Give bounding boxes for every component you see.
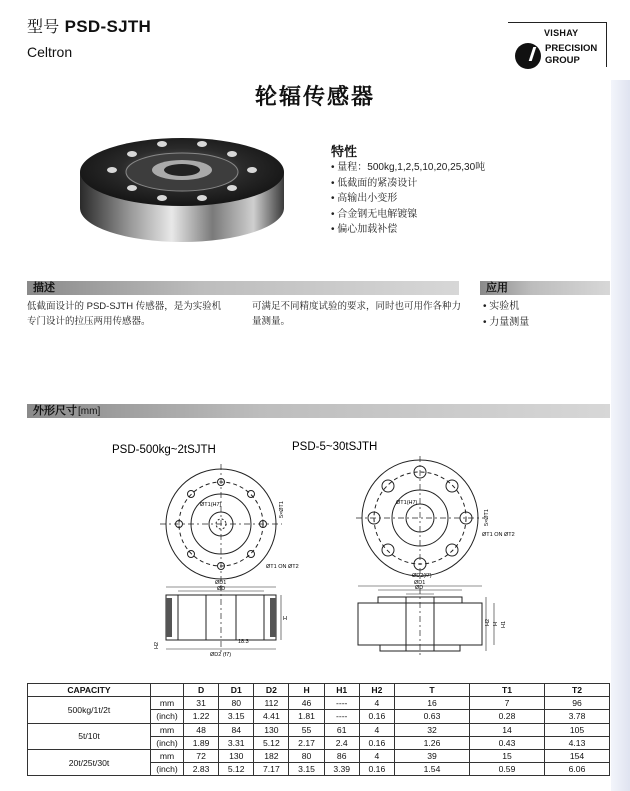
value-cell: 0.63 (395, 710, 470, 723)
value-cell: 0.16 (359, 763, 394, 776)
table-row (28, 697, 610, 710)
value-cell: 0.16 (359, 736, 394, 749)
value-cell: 7 (470, 697, 545, 710)
value-cell: 15 (470, 749, 545, 762)
feature-item: • 量程：500kg,1,2,5,10,20,25,30吨 (331, 160, 485, 176)
value-cell: 0.16 (359, 710, 394, 723)
col-h1: H1 (324, 684, 359, 697)
value-cell: 6.06 (545, 763, 610, 776)
label-h1-right: H1 (501, 620, 507, 628)
label-h-right: H (493, 622, 499, 626)
description-title: 描述 (33, 281, 55, 294)
dimensions-header-bar (27, 404, 610, 418)
unit-cell: (inch) (151, 763, 184, 776)
drawing-left-title: PSD-500kg~2tSJTH (112, 444, 216, 456)
logo-line1: VISHAY (544, 28, 579, 38)
value-cell: 4.41 (254, 710, 289, 723)
value-cell: 154 (545, 749, 610, 762)
page-edge-strip (611, 80, 630, 791)
value-cell: 7.17 (254, 763, 289, 776)
applications-list (483, 299, 529, 331)
value-cell: 130 (219, 749, 254, 762)
col-d: D (184, 684, 219, 697)
dimension-drawing (0, 430, 610, 680)
value-cell: 2.83 (184, 763, 219, 776)
value-cell: 4 (359, 723, 394, 736)
description-text-col1: 低截面设计的 PSD-SJTH 传感器，是为实验机专门设计的拉压两用传感器。 (27, 301, 222, 327)
label-d-right: ØD (415, 585, 424, 591)
value-cell: 0.28 (470, 710, 545, 723)
logo-line3: GROUP (545, 55, 580, 66)
features-list (331, 160, 485, 238)
product-photo (70, 130, 295, 250)
dimensions-title: 外形尺寸 (33, 404, 77, 417)
col-capacity: CAPACITY (28, 684, 151, 697)
dimensions-unit: [mm] (78, 406, 101, 417)
value-cell: 0.59 (470, 763, 545, 776)
unit-cell: mm (151, 697, 184, 710)
model-code: PSD-SJTH (64, 17, 152, 36)
table-row (28, 749, 610, 762)
col-t1: T1 (470, 684, 545, 697)
label-thread-right: 5×ØT1 (484, 509, 490, 526)
label-pcd-right: ØT1 ON ØT2 (482, 532, 515, 538)
capacity-cell: 500kg/1t/2t (28, 697, 151, 723)
capacity-cell: 20t/25t/30t (28, 749, 151, 775)
value-cell: 5.12 (254, 736, 289, 749)
value-cell: 32 (395, 723, 470, 736)
feature-item: • 合金钢无电解镀镍 (331, 207, 485, 223)
feature-item: • 高输出小变形 (331, 191, 485, 207)
value-cell: 86 (324, 749, 359, 762)
value-cell: 14 (470, 723, 545, 736)
value-cell: 0.43 (470, 736, 545, 749)
unit-cell: (inch) (151, 710, 184, 723)
value-cell: 3.78 (545, 710, 610, 723)
value-cell: 5.12 (219, 763, 254, 776)
right-section-view (358, 586, 494, 658)
label-h-left: H (283, 616, 287, 622)
col-unit (151, 684, 184, 697)
label-pcd: ØT1 ON ØT2 (266, 564, 299, 570)
value-cell: 48 (184, 723, 219, 736)
left-section-view (166, 585, 281, 652)
brand-name: Celtron (27, 44, 73, 60)
vishay-v-icon (515, 43, 541, 69)
application-item: • 实验机 (483, 299, 529, 315)
capacity-cell: 5t/10t (28, 723, 151, 749)
value-cell: 3.15 (289, 763, 324, 776)
value-cell: ---- (324, 710, 359, 723)
right-plan-view (356, 456, 484, 580)
logo-line2: PRECISION (545, 43, 598, 54)
col-d2: D2 (254, 684, 289, 697)
unit-cell: (inch) (151, 736, 184, 749)
value-cell: 46 (289, 697, 324, 710)
value-cell: 96 (545, 697, 610, 710)
application-item: • 力量测量 (483, 315, 529, 331)
label-t1h7-right: ØT1(H7) (396, 500, 418, 506)
col-d1: D1 (219, 684, 254, 697)
unit-cell: mm (151, 749, 184, 762)
label-d1-left: ØD1 (215, 580, 227, 586)
table-row (28, 723, 610, 736)
label-h2-left: H2 (154, 641, 160, 649)
value-cell: 4.13 (545, 736, 610, 749)
value-cell: 3.31 (219, 736, 254, 749)
value-cell: 112 (254, 697, 289, 710)
features-title: 特性 (331, 145, 358, 160)
col-h2: H2 (359, 684, 394, 697)
value-cell: 182 (254, 749, 289, 762)
drawing-right-title: PSD-5~30tSJTH (292, 441, 378, 453)
description-text-col2: 可满足不同精度试验的要求，同时也可用作各种力量测量。 (252, 301, 462, 327)
value-cell: 4 (359, 749, 394, 762)
value-cell: 1.54 (395, 763, 470, 776)
applications-header-bar (480, 281, 610, 295)
value-cell: 3.15 (219, 710, 254, 723)
value-cell: 16 (395, 697, 470, 710)
value-cell: 55 (289, 723, 324, 736)
value-cell: 2.17 (289, 736, 324, 749)
value-cell: 2.4 (324, 736, 359, 749)
vishay-logo (508, 22, 608, 74)
feature-item: • 低截面的紧凑设计 (331, 176, 485, 192)
unit-cell: mm (151, 723, 184, 736)
value-cell: 105 (545, 723, 610, 736)
spec-table (27, 683, 610, 776)
value-cell: 1.26 (395, 736, 470, 749)
value-cell: 31 (184, 697, 219, 710)
value-cell: 84 (219, 723, 254, 736)
label-d1-right: ØD1 (414, 580, 426, 586)
value-cell: 80 (219, 697, 254, 710)
value-cell: 3.39 (324, 763, 359, 776)
value-cell: 39 (395, 749, 470, 762)
value-cell: ---- (324, 697, 359, 710)
model-prefix: 型号 (27, 17, 60, 36)
value-cell: 72 (184, 749, 219, 762)
label-h2-right: H2 (485, 618, 491, 626)
col-t2: T2 (545, 684, 610, 697)
value-cell: 1.89 (184, 736, 219, 749)
value-cell: 1.81 (289, 710, 324, 723)
label-sec: 18.3 (238, 639, 249, 645)
label-t1h7: ØT1(H7) (200, 502, 222, 508)
label-thread: 5×ØT1 (279, 501, 285, 518)
value-cell: 4 (359, 697, 394, 710)
product-title: 轮辐传感器 (254, 84, 375, 110)
value-cell: 130 (254, 723, 289, 736)
description-header-bar (27, 281, 459, 295)
value-cell: 61 (324, 723, 359, 736)
value-cell: 1.22 (184, 710, 219, 723)
feature-item: • 偏心加载补偿 (331, 222, 485, 238)
spec-table-header-row (28, 684, 610, 697)
label-d2-left: ØD2 (f7) (210, 652, 232, 658)
left-plan-view (160, 464, 282, 584)
col-t: T (395, 684, 470, 697)
applications-title: 应用 (486, 281, 508, 294)
label-d-left: ØD (217, 586, 226, 592)
value-cell: 80 (289, 749, 324, 762)
label-d2-right: ØD2(f7) (412, 573, 432, 579)
col-h: H (289, 684, 324, 697)
model-line (27, 14, 151, 37)
